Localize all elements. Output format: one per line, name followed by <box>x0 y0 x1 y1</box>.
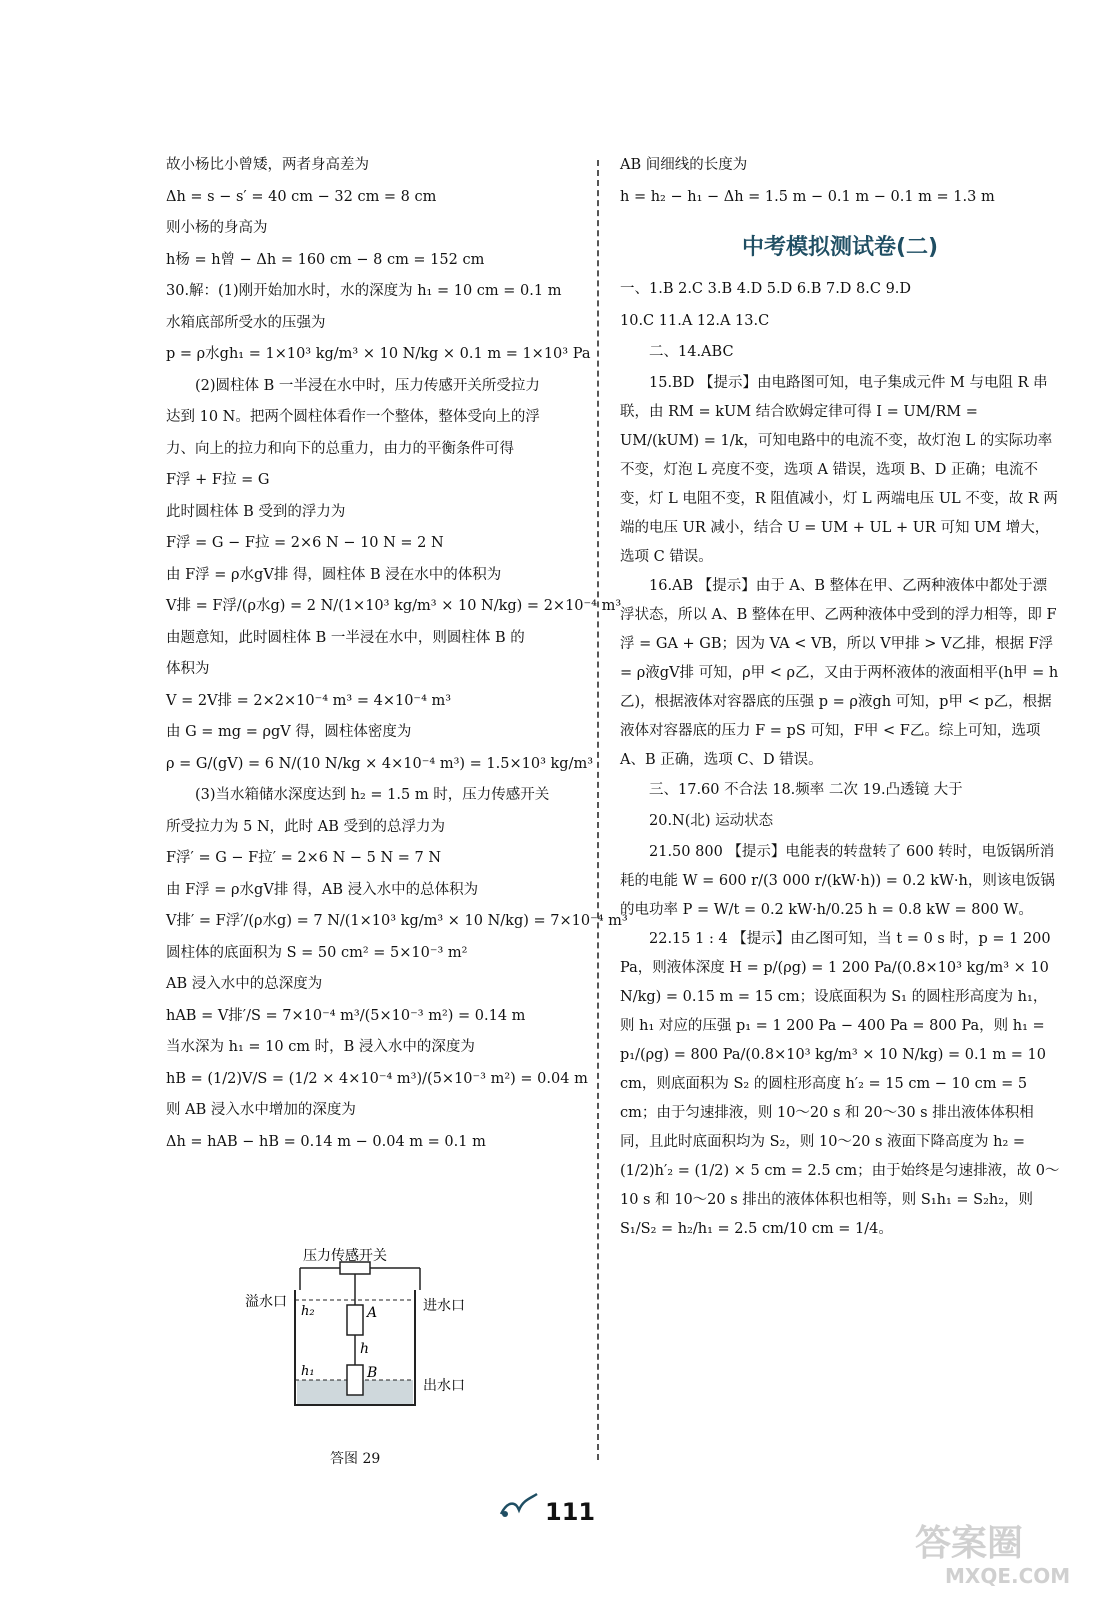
left-line: hAB = V排′/S = 7×10⁻⁴ m³/(5×10⁻³ m²) = 0.14 m <box>166 1007 526 1024</box>
outlet-label: 出水口 <box>423 1378 465 1394</box>
page-number: 111 <box>545 1498 596 1526</box>
left-line: (2)圆柱体 B 一半浸在水中时，压力传感开关所受拉力 <box>195 377 540 394</box>
left-line: Δh = hAB − hB = 0.14 m − 0.04 m = 0.1 m <box>166 1133 486 1150</box>
left-line: Δh = s − s′ = 40 cm − 32 cm = 8 cm <box>166 188 437 205</box>
answer-line: 15.BD 【提示】由电路图可知，电子集成元件 M 与电阻 R 串联，由 RM = kUM 结合欧姆定律可得 I = UM/RM = UM/(kUM) = 1/k，可知电路中的电流不变，故灯泡 L 的实际功率不变，灯泡 L 亮度不变，选项 A 错误，选项 B、D 正确；电流不变，灯 L 电阻不变，R 阻值减小，灯 L 两端电压 UL 不变，故 R 两端的电压 UR 减小，结合 U = UM + UL + UR 可知 UM 增大，选项 C 错误。 <box>620 374 1058 565</box>
cylinder-b <box>347 1365 363 1395</box>
left-line: 体积为 <box>166 661 210 677</box>
answer-line: 10.C 11.A 12.A 13.C <box>620 312 770 329</box>
left-line: 达到 10 N。把两个圆柱体看作一个整体，整体受向上的浮 <box>166 409 540 425</box>
svg-text:MXQE.COM: MXQE.COM <box>945 1564 1071 1588</box>
left-line: h杨 = h曾 − Δh = 160 cm − 8 cm = 152 cm <box>166 251 485 268</box>
left-line: 则 AB 浸入水中增加的深度为 <box>166 1102 356 1118</box>
answer-line: 20.N(北) 运动状态 <box>649 813 774 829</box>
left-line: 则小杨的身高为 <box>166 220 268 236</box>
left-line: 由 F浮 = ρ水gV排 得，圆柱体 B 浸在水中的体积为 <box>166 566 502 583</box>
left-line: 当水深为 h₁ = 10 cm 时，B 浸入水中的深度为 <box>166 1039 475 1055</box>
overflow-label: 溢水口 <box>245 1294 287 1310</box>
h2-label: h₂ <box>301 1304 315 1319</box>
left-line: 圆柱体的底面积为 S = 50 cm² = 5×10⁻³ m² <box>166 944 468 961</box>
h1-label: h₁ <box>301 1364 315 1379</box>
answer-line: 二、14.ABC <box>649 344 734 360</box>
answer-block <box>620 274 1060 1244</box>
watermark-logo <box>905 1515 1085 1590</box>
answer-line: 22.15 1 : 4 【提示】由乙图可知，当 t = 0 s 时，p = 1 200 Pa，则液体深度 H = p/(ρg) = 1 200 Pa/(0.8×10³ kg/m³ × 10 N/kg) = 0.15 m = 15 cm；设底面积为 S₁ 的圆柱形高度为 h₁，则 h₁ 对应的压强 p₁ = 1 200 Pa − 400 Pa = 800 Pa，则 h₁ = p₁/(ρg) = 800 Pa/(0.8×10³ kg/m³ × 10 N/kg) = 0.1 m = 10 cm，则底面积为 S₂ 的圆柱形高度 h′₂ = 15 cm − 10 cm = 5 cm；由于匀速排液，则 10～20 s 和 20～30 s 排出液体体积相同，且此时底面积均为 S₂，则 10～20 s 液面下降高度为 h₂ = (1/2)h′₂ = (1/2) × 5 cm = 2.5 cm；由于始终是匀速排液，故 0～10 s 和 10～20 s 排出的液体体积也相等，则 S₁h₁ = S₂h₂，则 S₁/S₂ = h₂/h₁ = 2.5 cm/10 cm = 1/4。 <box>620 930 1060 1237</box>
figure-caption: 答图 29 <box>330 1451 381 1467</box>
switch-label: 压力传感开关 <box>303 1248 387 1264</box>
page-ornament-icon <box>497 1492 541 1520</box>
left-line: 由题意知，此时圆柱体 B 一半浸在水中，则圆柱体 B 的 <box>166 629 525 646</box>
left-line: V排′ = F浮′/(ρ水g) = 7 N/(1×10³ kg/m³ × 10 N/kg) = 7×10⁻⁴ m³ <box>166 913 628 929</box>
left-line: V排 = F浮/(ρ水g) = 2 N/(1×10³ kg/m³ × 10 N/kg) = 2×10⁻⁴ m³ <box>166 598 622 614</box>
section-title: 中考模拟测试卷(二) <box>741 235 939 260</box>
left-line: 此时圆柱体 B 受到的浮力为 <box>166 503 346 520</box>
left-line: F浮 + F拉 = G <box>166 472 270 488</box>
left-line: V = 2V排 = 2×2×10⁻⁴ m³ = 4×10⁻⁴ m³ <box>166 692 452 709</box>
answer-line: 一、1.B 2.C 3.B 4.D 5.D 6.B 7.D 8.C 9.D <box>620 281 912 297</box>
right-top-block <box>620 150 1060 213</box>
svg-text:答案圈: 答案圈 <box>915 1523 1024 1564</box>
left-line: hB = (1/2)V/S = (1/2 × 4×10⁻⁴ m³)/(5×10⁻³ m²) = 0.04 m <box>166 1070 588 1087</box>
right-top-line: AB 间细线的长度为 <box>620 157 748 173</box>
answer-line: 21.50 800 【提示】电能表的转盘转了 600 转时，电饭锅所消耗的电能 W = 600 r/(3 000 r/(kW·h)) = 0.2 kW·h，则该电饭锅的电功率 P = W/t = 0.2 kW·h/0.25 h = 0.8 kW = 800 W。 <box>620 843 1055 918</box>
right-column <box>620 150 1060 1244</box>
left-column <box>166 150 628 1158</box>
left-line: 由 F浮 = ρ水gV排 得，AB 浸入水中的总体积为 <box>166 881 479 898</box>
left-line: AB 浸入水中的总深度为 <box>166 976 323 992</box>
left-line: 30.解：(1)刚开始加水时，水的深度为 h₁ = 10 cm = 0.1 m <box>166 283 562 299</box>
answer-line: 三、17.60 不合法 18.频率 二次 19.凸透镜 大于 <box>649 781 963 798</box>
left-line: 由 G = mg = ρgV 得，圆柱体密度为 <box>166 724 412 740</box>
cylinder-a <box>347 1305 363 1335</box>
left-line: 水箱底部所受水的压强为 <box>166 314 326 331</box>
left-line: ρ = G/(gV) = 6 N/(10 N/kg × 4×10⁻⁴ m³) = 1.5×10³ kg/m³ <box>166 755 594 772</box>
left-line: 所受拉力为 5 N，此时 AB 受到的总浮力为 <box>166 818 445 835</box>
left-line: p = ρ水gh₁ = 1×10³ kg/m³ × 10 N/kg × 0.1 m = 1×10³ Pa <box>166 346 591 362</box>
right-top-line: h = h₂ − h₁ − Δh = 1.5 m − 0.1 m − 0.1 m = 1.3 m <box>620 188 995 205</box>
answer-line: 16.AB 【提示】由于 A、B 整体在甲、乙两种液体中都处于漂浮状态，所以 A、B 整体在甲、乙两种液体中受到的浮力相等，即 F浮 = GA + GB；因为 VA < VB，所以 V甲排 > V乙排，根据 F浮 = ρ液gV排 可知，ρ甲 < ρ乙，又由于两杯液体的液面相平(h甲 = h乙)，根据液体对容器底的压强 p = ρ液gh 可知，p甲 < p乙，根据液体对容器底的压力 F = pS 可知，F甲 < F乙。综上可知，选项 A、B 正确，选项 C、D 错误。 <box>620 577 1059 768</box>
b-label: B <box>367 1365 378 1381</box>
left-line: 故小杨比小曾矮，两者身高差为 <box>166 157 369 173</box>
left-line: F浮′ = G − F拉′ = 2×6 N − 5 N = 7 N <box>166 850 442 866</box>
inlet-label: 进水口 <box>423 1298 465 1314</box>
a-label: A <box>367 1305 378 1321</box>
left-line: F浮 = G − F拉 = 2×6 N − 10 N = 2 N <box>166 535 444 551</box>
column-divider <box>597 160 599 1460</box>
left-line: 力、向上的拉力和向下的总重力，由力的平衡条件可得 <box>166 440 514 457</box>
water-tank-figure <box>245 1250 475 1450</box>
h-label: h <box>360 1341 370 1357</box>
left-line: (3)当水箱储水深度达到 h₂ = 1.5 m 时，压力传感开关 <box>195 787 550 803</box>
